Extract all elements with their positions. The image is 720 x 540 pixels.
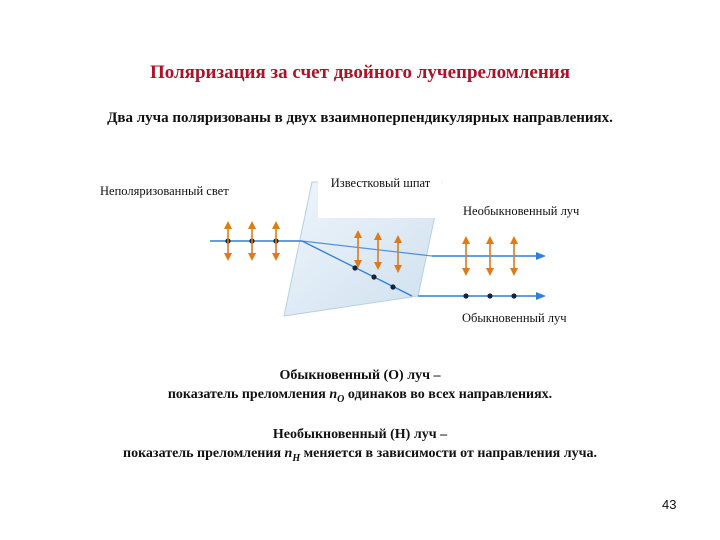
ordinary-ray-arrowhead [536,292,546,300]
extraordinary-definition-suffix: меняется в зависимости от направления луча. [300,446,597,461]
ordinary-definition-line1: Обыкновенный (О) луч – [279,368,441,383]
slide-subtitle: Два луча поляризованы в двух взаимноперпендикулярных направлениях. [107,110,613,126]
extraordinary-definition-line1: Необыкновенный (Н) луч – [272,427,448,442]
ordinary-definition-suffix: одинаков во всех направлениях. [344,387,553,402]
dot-internal-2 [371,274,376,279]
ordinary-definition-prefix: показатель преломления [167,387,330,402]
dot-internal-1 [352,265,357,270]
extraordinary-ray-definition [0,425,720,468]
calcite-label: Известковый шпат [330,176,431,190]
unpolarized-light-label: Неполяризованный свет [100,184,229,198]
extraordinary-index-subscript: H [292,452,301,464]
extraordinary-ray-arrowhead [536,252,546,260]
dot-ordinary-2 [487,293,492,298]
extraordinary-index-letter: n [284,446,293,461]
dot-ordinary-1 [463,293,468,298]
ordinary-ray-definition [0,366,720,409]
ordinary-index-letter: n [329,387,338,402]
ordinary-definition-line2 [0,385,720,409]
ordinary-ray-label: Обыкновенный луч [462,311,567,325]
extraordinary-index-symbol [284,446,301,464]
page-number: 43 [662,497,677,512]
extraordinary-definition-line2 [0,444,720,468]
slide-title: Поляризация за счет двойного лучепреломления [149,62,570,83]
dot-internal-3 [390,284,395,289]
ordinary-index-symbol [329,387,345,405]
extraordinary-definition-prefix: показатель преломления [123,446,285,461]
extraordinary-ray-label: Необыкновенный луч [463,204,580,218]
dot-ordinary-3 [511,293,516,298]
ordinary-index-subscript: O [337,393,345,405]
